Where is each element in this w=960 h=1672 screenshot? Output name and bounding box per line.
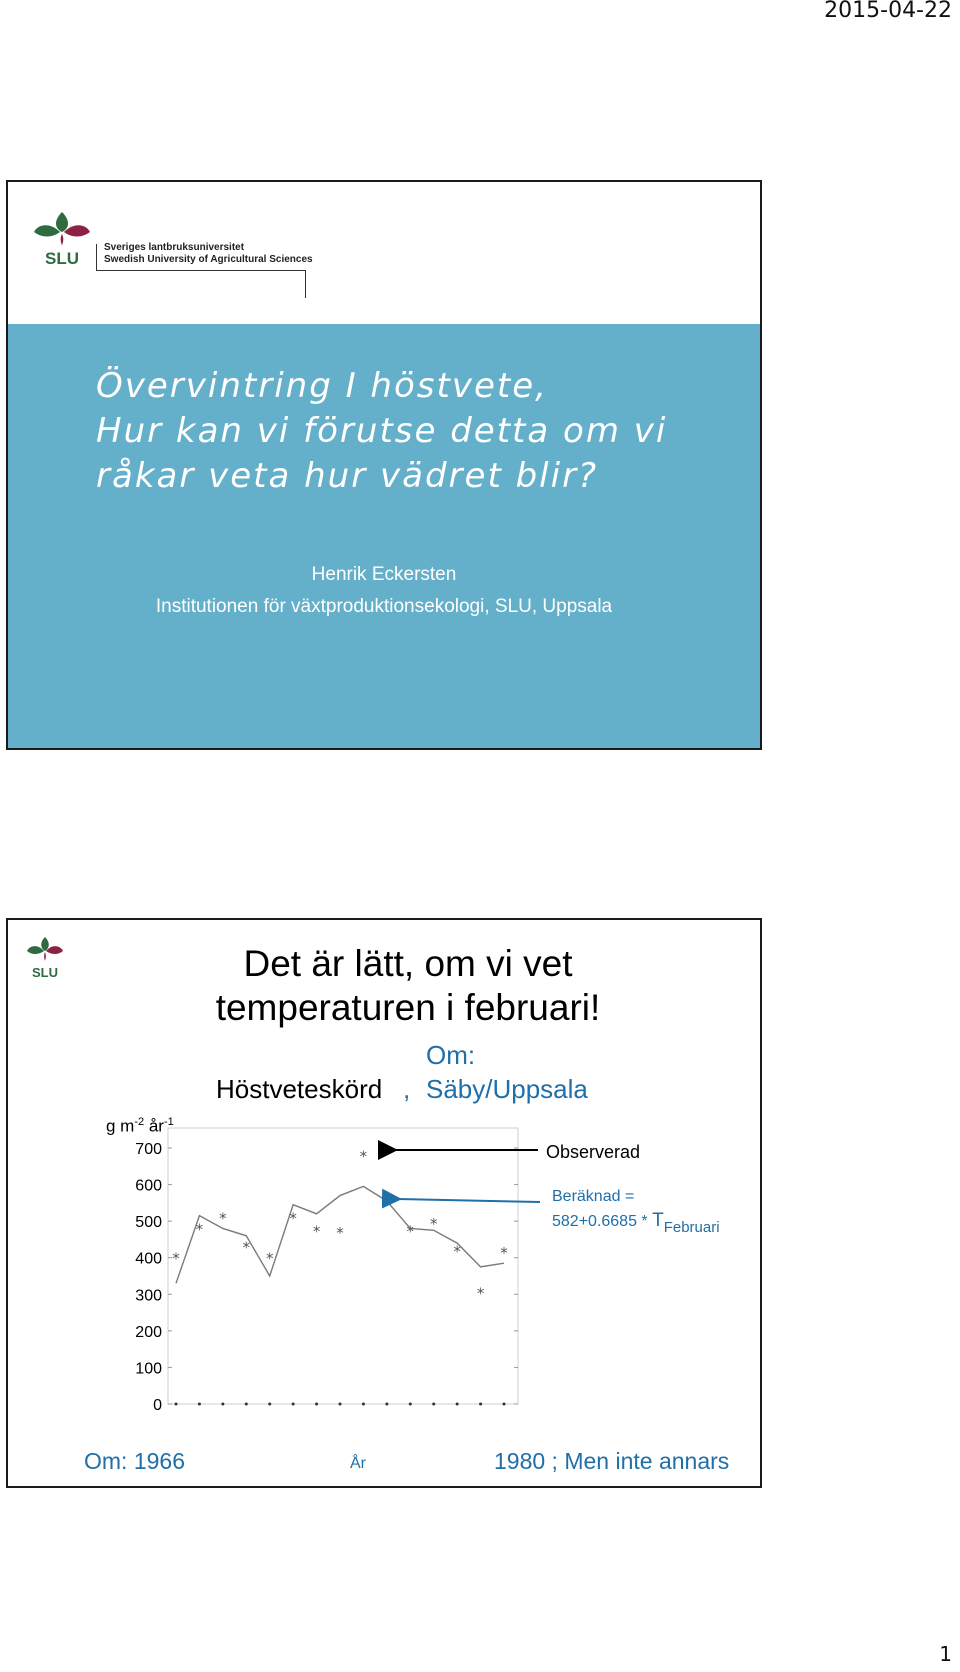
y-tick-label: 700 — [135, 1141, 162, 1158]
plot-frame — [168, 1128, 518, 1404]
observed-point: * — [219, 1209, 227, 1228]
y-tick-label: 600 — [135, 1177, 162, 1195]
observed-point: * — [242, 1238, 251, 1257]
unit-mid: år — [144, 1116, 164, 1136]
observed-point: * — [359, 1147, 368, 1166]
yield-chart — [8, 920, 760, 1486]
logo-divider — [96, 270, 306, 271]
y-tick-label: 0 — [153, 1397, 162, 1414]
slu-name-english: Swedish University of Agricultural Sciences — [104, 254, 313, 265]
title-line: Hur kan vi förutse detta om vi — [96, 411, 668, 451]
slu-name-swedish: Sveriges lantbruksuniversitet — [104, 242, 245, 253]
unit-exp: -2 — [134, 1116, 145, 1128]
slu-logo-text: SLU — [32, 965, 58, 980]
slu-logo-icon — [32, 210, 92, 266]
x-tick-mark — [409, 1403, 412, 1406]
observed-point: * — [383, 1145, 391, 1164]
y-tick-label: 500 — [135, 1214, 162, 1232]
logo-divider — [305, 270, 306, 298]
observed-point: * — [453, 1242, 461, 1261]
formula-subscript: Februari — [663, 1219, 720, 1236]
subtitle-comma: , — [403, 1074, 411, 1104]
title-band — [8, 324, 760, 748]
y-tick-label: 300 — [135, 1287, 162, 1305]
observed-point: * — [289, 1209, 297, 1228]
observed-point: * — [406, 1222, 415, 1241]
chart-subtitle: Höstveteskörd — [216, 1074, 383, 1104]
observed-point: * — [476, 1284, 485, 1303]
observed-point: * — [312, 1222, 321, 1241]
condition-label: Om: — [426, 1040, 476, 1070]
x-axis-start-label: Om: 1966 — [84, 1448, 185, 1474]
calculated-arrow — [398, 1199, 540, 1202]
x-tick-mark — [292, 1403, 295, 1406]
x-tick-mark — [198, 1403, 201, 1406]
site-label: Säby/Uppsala — [426, 1074, 588, 1104]
legend-calculated: Beräknad = — [552, 1188, 635, 1205]
author-institution: Institutionen för växtproduktionsekologi, SLU, Uppsala — [155, 596, 613, 617]
x-tick-mark — [385, 1403, 388, 1406]
title-line: Det är lätt, om vi vet — [243, 943, 573, 984]
content-slide — [6, 918, 762, 1488]
observed-point: * — [429, 1214, 438, 1233]
slide-title — [96, 364, 736, 499]
logo-divider — [96, 244, 97, 271]
x-tick-mark — [315, 1403, 318, 1406]
x-tick-mark — [503, 1403, 506, 1406]
observed-point: * — [336, 1224, 344, 1243]
page-number: 1 — [939, 1642, 952, 1666]
author-name: Henrik Eckersten — [311, 564, 457, 585]
x-tick-mark — [268, 1403, 271, 1406]
document-date: 2015-04-22 — [824, 0, 952, 23]
title-line: temperaturen i februari! — [215, 987, 601, 1028]
title-line: råkar veta hur vädret blir? — [96, 456, 599, 496]
observed-point: * — [265, 1249, 274, 1268]
legend-observed: Observerad — [546, 1142, 641, 1162]
unit-base: g m — [106, 1116, 135, 1136]
slu-logo-wordmark — [104, 242, 313, 266]
x-tick-mark — [175, 1403, 178, 1406]
slu-logo-text: SLU — [45, 249, 79, 266]
x-tick-mark — [362, 1403, 365, 1406]
title-slide — [6, 180, 762, 750]
formula-text: 582+0.6685 * — [552, 1213, 653, 1230]
x-tick-mark — [339, 1403, 342, 1406]
title-line: Övervintring I höstvete, — [96, 366, 548, 406]
observed-point: * — [172, 1249, 180, 1268]
x-tick-mark — [245, 1403, 248, 1406]
observed-point: * — [500, 1244, 508, 1263]
x-tick-mark — [221, 1403, 224, 1406]
formula-symbol: T — [652, 1210, 664, 1231]
x-tick-mark — [479, 1403, 482, 1406]
observed-point: * — [195, 1220, 204, 1239]
unit-exp: -1 — [163, 1116, 174, 1128]
y-tick-label: 100 — [135, 1360, 162, 1378]
x-axis-end-label: 1980 ; Men inte annars — [494, 1448, 730, 1474]
y-tick-label: 200 — [135, 1323, 162, 1341]
legend-formula — [552, 1210, 720, 1236]
x-axis-label: År — [350, 1455, 366, 1472]
x-tick-mark — [456, 1403, 459, 1406]
x-tick-mark — [432, 1403, 435, 1406]
y-tick-label: 400 — [135, 1250, 162, 1268]
